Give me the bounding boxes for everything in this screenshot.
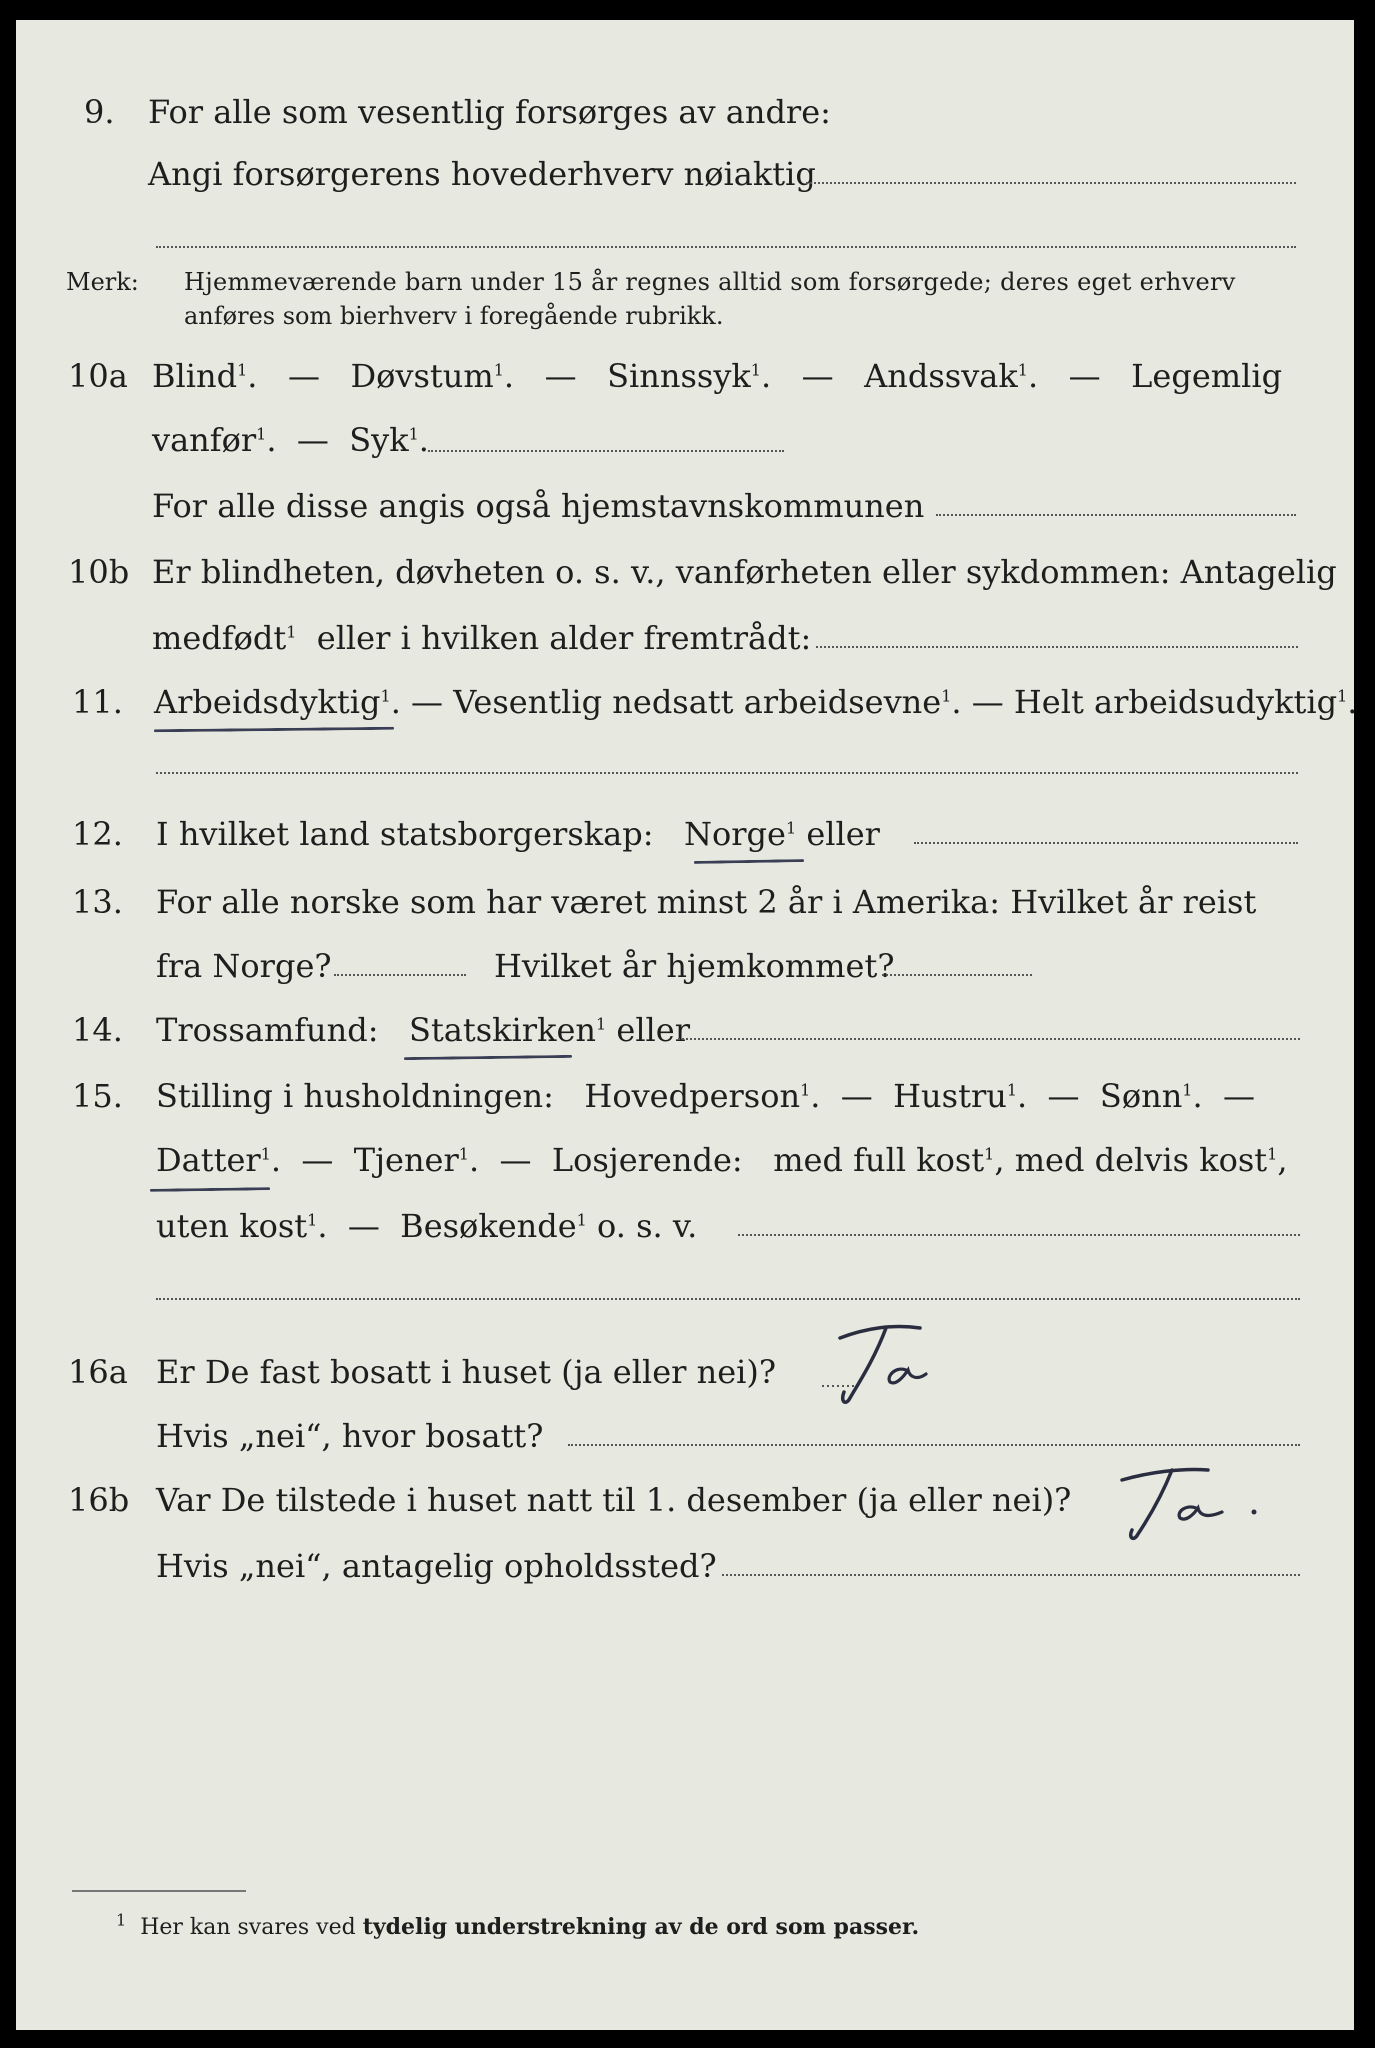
- option-arbeidsdyktig[interactable]: Arbeidsdyktig: [154, 683, 381, 721]
- q11-line1: Arbeidsdyktig$^1$. — Vesentlig nedsatt arbeidsevne$^1$. — Helt arbeidsudyktig$^1$.: [154, 683, 1358, 721]
- q15-answer-line[interactable]: [738, 1234, 1300, 1236]
- merk-line1: Hjemmeværende barn under 15 år regnes alltid som forsørgede; deres eget erhverv: [184, 268, 1236, 296]
- q10b-number: 10b: [68, 553, 130, 591]
- footnote-rule: [72, 1890, 246, 1892]
- option-uten-kost[interactable]: uten kost: [156, 1207, 308, 1245]
- q16b-handwritten-answer: [1100, 1450, 1270, 1570]
- underline-datter: [150, 1187, 270, 1192]
- q15-line2: Datter$^1$. — Tjener$^1$. — Losjerende: med full kost$^1$, med delvis kost$^1$,: [156, 1141, 1288, 1179]
- q13-line1: For alle norske som har været minst 2 år i Amerika: Hvilket år reist: [156, 883, 1257, 921]
- option-dovstum[interactable]: Døvstum: [350, 357, 494, 395]
- q9-number: 9.: [84, 93, 115, 131]
- q14-number: 14.: [72, 1011, 123, 1049]
- q14-answer-line[interactable]: [678, 1038, 1300, 1040]
- q10a-line1: Blind$^1$. — Døvstum$^1$. — Sinnssyk$^1$. — Andssvak$^1$. — Legemlig: [152, 357, 1283, 395]
- merk-line2: anføres som bierhverv i foregående rubrikk.: [184, 302, 724, 330]
- q9-line2: Angi forsørgerens hovederhverv nøiaktig: [148, 155, 816, 193]
- census-form-page: [16, 20, 1358, 2030]
- q10a-number: 10a: [68, 357, 128, 395]
- q13-number: 13.: [72, 883, 123, 921]
- q10a-line3: For alle disse angis også hjemstavnskommunen: [152, 487, 925, 525]
- underline-norge: [694, 859, 804, 864]
- option-vesentlig-nedsatt[interactable]: Vesentlig nedsatt arbeidsevne: [453, 683, 942, 721]
- q12-answer-line[interactable]: [914, 842, 1298, 844]
- q13-line2b: Hvilket år hjemkommet?: [494, 947, 895, 985]
- underline-statskirken: [404, 1055, 572, 1060]
- q15-number: 15.: [72, 1077, 123, 1115]
- q9-line1: For alle som vesentlig forsørges av andre:: [148, 93, 831, 131]
- q10a-answer-line[interactable]: [428, 450, 784, 452]
- q13-reist-line[interactable]: [334, 974, 466, 976]
- q14-line: Trossamfund: Statskirken$^1$ eller: [156, 1011, 691, 1049]
- q16b-line2: Hvis „nei“, antagelig opholdssted?: [156, 1547, 717, 1585]
- option-helt-arbeidsudyktig[interactable]: Helt arbeidsudyktig: [1013, 683, 1338, 721]
- option-medfodt[interactable]: medfødt: [152, 619, 287, 657]
- option-tjener[interactable]: Tjener: [353, 1141, 459, 1179]
- option-med-delvis-kost[interactable]: med delvis kost: [1014, 1141, 1268, 1179]
- q15-line1: Stilling i husholdningen: Hovedperson$^1$. — Hustru$^1$. — Sønn$^1$. —: [156, 1077, 1255, 1115]
- q10a-line2: vanfør$^1$. — Syk$^1$.: [152, 421, 429, 459]
- q16a-handwritten-answer: [816, 1310, 966, 1430]
- q11-answer-line[interactable]: [156, 772, 1298, 774]
- q12-line: I hvilket land statsborgerskap: Norge$^1$ eller: [156, 815, 880, 853]
- q13-line2a: fra Norge?: [156, 947, 332, 985]
- option-blind[interactable]: Blind: [152, 357, 238, 395]
- option-vanfor[interactable]: vanfør: [152, 421, 257, 459]
- q9-answer-line[interactable]: [806, 182, 1296, 184]
- q10b-line2: medfødt$^1$ eller i hvilken alder fremtrådt:: [152, 619, 812, 657]
- underline-arbeidsdyktig: [154, 727, 394, 733]
- q9-answer-line-2[interactable]: [156, 246, 1296, 248]
- option-hovedperson[interactable]: Hovedperson: [584, 1077, 801, 1115]
- option-legemlig[interactable]: Legemlig: [1131, 357, 1283, 395]
- merk-label: Merk:: [66, 268, 139, 296]
- option-hustru[interactable]: Hustru: [893, 1077, 1007, 1115]
- footnote: $^1$ Her kan svares ved tydelig understrekning av de ord som passer.: [116, 1910, 920, 1940]
- option-norge[interactable]: Norge: [683, 815, 786, 853]
- q16a-line2: Hvis „nei“, hvor bosatt?: [156, 1417, 544, 1455]
- q16b-answer-line[interactable]: [722, 1574, 1300, 1576]
- q12-number: 12.: [72, 815, 123, 853]
- q13-hjemkommet-line[interactable]: [882, 974, 1032, 976]
- option-statskirken[interactable]: Statskirken: [409, 1011, 597, 1049]
- q10b-answer-line[interactable]: [816, 646, 1298, 648]
- q11-number: 11.: [72, 683, 123, 721]
- q10b-line1: Er blindheten, døvheten o. s. v., vanførheten eller sykdommen: Antagelig: [152, 553, 1337, 591]
- option-datter[interactable]: Datter: [156, 1141, 261, 1179]
- option-med-full-kost[interactable]: med full kost: [773, 1141, 985, 1179]
- option-andssvak[interactable]: Andssvak: [864, 357, 1018, 395]
- q16a-line1: Er De fast bosatt i huset (ja eller nei)?: [156, 1353, 777, 1391]
- q16a-number: 16a: [68, 1353, 128, 1391]
- q16a-answer-line[interactable]: [568, 1444, 1300, 1446]
- q10a-hjemstavn-line[interactable]: [936, 514, 1296, 516]
- q15-line3: uten kost$^1$. — Besøkende$^1$ o. s. v.: [156, 1207, 698, 1245]
- option-besokende[interactable]: Besøkende: [400, 1207, 577, 1245]
- q15-answer-line-2[interactable]: [156, 1298, 1300, 1300]
- option-sonn[interactable]: Sønn: [1099, 1077, 1183, 1115]
- q16b-line1: Var De tilstede i huset natt til 1. desember (ja eller nei)?: [156, 1481, 1072, 1519]
- q16b-number: 16b: [68, 1481, 130, 1519]
- option-sinnssyk[interactable]: Sinnssyk: [607, 357, 751, 395]
- option-syk[interactable]: Syk: [349, 421, 409, 459]
